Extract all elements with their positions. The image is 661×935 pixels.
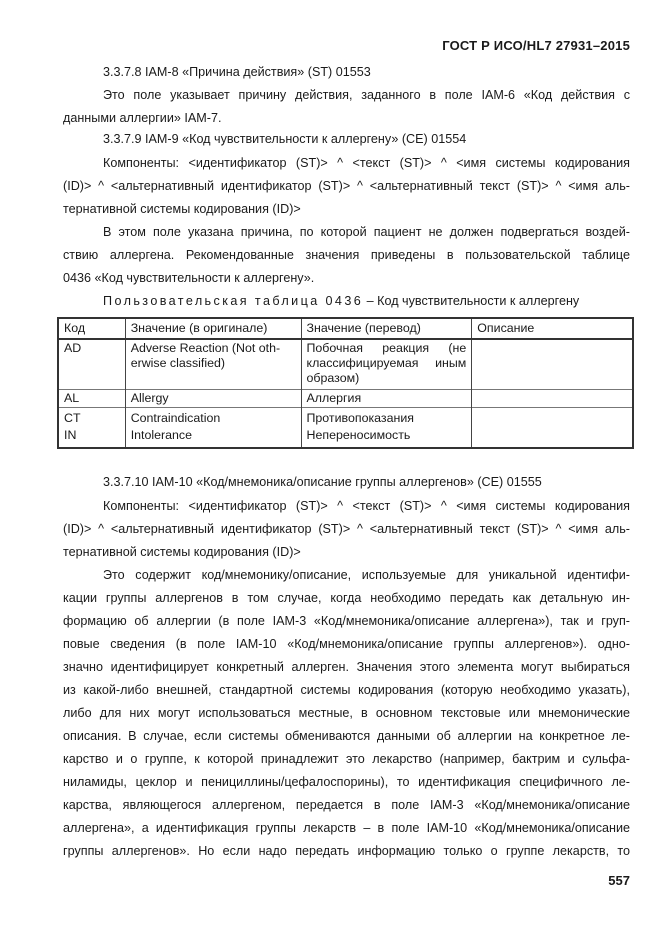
text-line: повые сведения (в поле IAM-10 «Код/мнемоника/описание группы аллергенов»). одно-: [63, 637, 630, 651]
text-line: значно идентифицирует конкретный аллерген. Значения этого элемента могут выбираться: [63, 660, 630, 674]
header-original-value: Значение (в оригинале): [125, 318, 301, 339]
text-line: описания. В случае, если системы обмениваются данными об аллергии на конкретное ле-: [63, 729, 630, 743]
text-line: (ID)> ^ <альтернативный идентификатор (ST)> ^ <альтернативный текст (ST)> ^ <имя аль-: [63, 179, 630, 193]
cell-translation: Аллергия: [301, 390, 472, 408]
text-line: Это поле указывает причину действия, заданного в поле IAM-6 «Код действия с: [103, 88, 630, 102]
text-line: данными аллергии» IAM-7.: [63, 111, 222, 125]
text-line: аллергена», а идентификация группы лекарств – в поле IAM-10 «Код/мнемоника/описание: [63, 821, 630, 835]
text-line: либо для них могут использоваться местные, в основном текстовые или мнемонические: [63, 706, 630, 720]
cell-original: Intolerance: [125, 427, 301, 448]
cell-description: [472, 390, 633, 408]
cell-code: CT: [58, 408, 125, 428]
table-row: [58, 427, 633, 448]
cell-original: Contraindication: [125, 408, 301, 428]
cell-original: Allergy: [125, 390, 301, 408]
text-line: 3.3.7.9 IAM-9 «Код чувствительности к аллергену» (CE) 01554: [103, 132, 467, 146]
table-header-row: [58, 318, 633, 339]
cell-original: Adverse Reaction (Not oth-erwise classified): [125, 339, 301, 390]
text-line: тернативной системы кодирования (ID)>: [63, 545, 301, 559]
text-line: формацию об аллергии (в поле IAM-3 «Код/мнемоника/описание аллергена»), так и груп-: [63, 614, 630, 628]
user-table-0436: [57, 317, 634, 449]
table-row: [58, 408, 633, 428]
cell-translation: Непереносимость: [301, 427, 472, 448]
text-line: В этом поле указана причина, по которой пациент не должен подвергаться воздей-: [103, 225, 630, 239]
cell-code: AD: [58, 339, 125, 390]
cell-translation: Побочная реакция (не классифицируемая иным образом): [301, 339, 472, 390]
document-header: ГОСТ Р ИСО/HL7 27931–2015: [442, 38, 630, 53]
text-line: ствию аллергена. Рекомендованные значения приведены в пользовательской таблице: [63, 248, 630, 262]
text-line: группы аллергенов». Но если надо передать информацию только о группе лекарств, то: [63, 844, 630, 858]
cell-description: [472, 339, 633, 390]
text-line: карство и о группе, к которой принадлежит это лекарство (например, бактрим и сульфа-: [63, 752, 630, 766]
text-line: 0436 «Код чувствительности к аллергену».: [63, 271, 315, 285]
text-line: (ID)> ^ <альтернативный идентификатор (ST)> ^ <альтернативный текст (ST)> ^ <имя аль-: [63, 522, 630, 536]
cell-code: AL: [58, 390, 125, 408]
table-caption: [103, 293, 579, 309]
header-description: Описание: [472, 318, 633, 339]
text-line: Это содержит код/мнемонику/описание, используемые для уникальной идентифи-: [103, 568, 630, 582]
cell-code: IN: [58, 427, 125, 448]
table-row: [58, 339, 633, 390]
text-line: кации группы аллергенов в том случае, когда необходимо передать как детальную ин-: [63, 591, 630, 605]
text-line: 3.3.7.10 IAM-10 «Код/мнемоника/описание группы аллергенов» (CE) 01555: [103, 475, 542, 489]
table-caption-label: Пользовательская таблица 0436: [103, 294, 364, 308]
cell-description: [472, 408, 633, 428]
text-line: 3.3.7.8 IAM-8 «Причина действия» (ST) 01553: [103, 65, 371, 79]
text-line: из какой-либо внешней, стандартной системы кодирования (которую необходимо указать),: [63, 683, 630, 697]
cell-translation: Противопоказания: [301, 408, 472, 428]
text-line: тернативной системы кодирования (ID)>: [63, 202, 301, 216]
header-translation: Значение (перевод): [301, 318, 472, 339]
header-code: Код: [58, 318, 125, 339]
table-caption-title: – Код чувствительности к аллергену: [363, 294, 580, 308]
table-row: [58, 390, 633, 408]
text-line: Компоненты: <идентификатор (ST)> ^ <текст (ST)> ^ <имя системы кодирования: [103, 499, 630, 513]
page-number: 557: [608, 873, 630, 888]
text-line: карства, являющегося аллергеном, передается в поле IAM-3 «Код/мнемоника/описание: [63, 798, 630, 812]
text-line: Компоненты: <идентификатор (ST)> ^ <текст (ST)> ^ <имя системы кодирования: [103, 156, 630, 170]
cell-description: [472, 427, 633, 448]
text-line: ниламиды, цеклор и пенициллины/цефалоспорины), то идентификация специфичного ле-: [63, 775, 630, 789]
